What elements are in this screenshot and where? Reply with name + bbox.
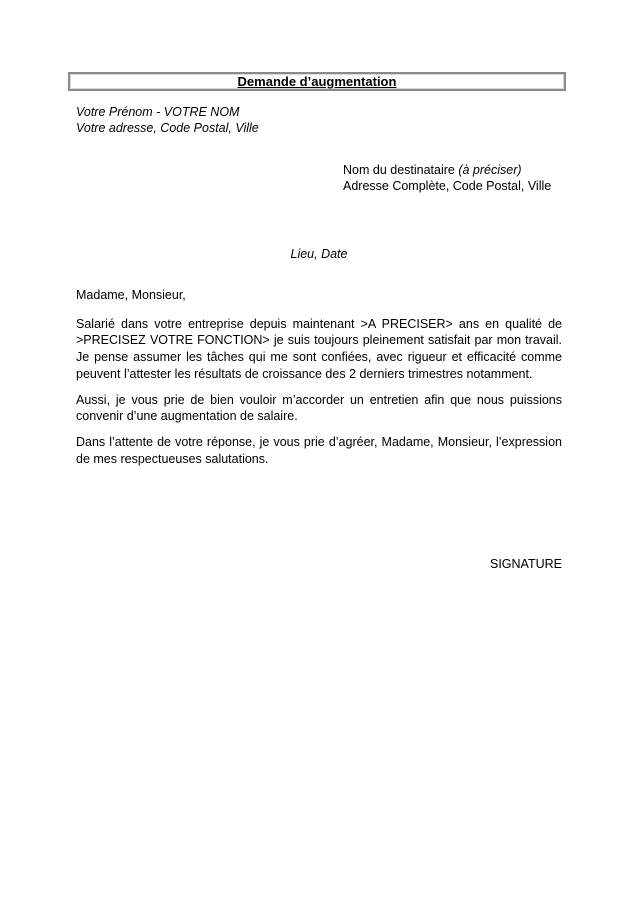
place-date: Lieu, Date [290,247,348,261]
paragraph-request: Aussi, je vous prie de bien vouloir m’accorder un entretien afin que nous puissions convenir d’une augmentation de salaire. [76,392,562,424]
recipient-name: Nom du destinataire [343,163,459,177]
salutation: Madame, Monsieur, [76,288,186,302]
sender-block [76,105,259,136]
page-title: Demande d’augmentation [237,74,397,89]
paragraph-closing: Dans l’attente de votre réponse, je vous prie d’agréer, Madame, Monsieur, l’expression de mes respectueuses salutations. [76,434,562,466]
signature-placeholder: SIGNATURE [490,557,562,571]
paragraph-introduction: Salarié dans votre entreprise depuis maintenant >A PRECISER> ans en qualité de >PRECISEZ VOTRE FONCTION> je suis toujours pleinement satisfait par mon travail. Je pense assumer les tâches qui me sont confiées, avec rigueur et efficacité comme peuvent l’attester les résultats de croissance des 2 derniers trimestres notamment. [76,316,562,381]
recipient-block [343,162,551,194]
recipient-note: (à préciser) [458,163,522,177]
title-box [68,72,566,91]
recipient-address: Adresse Complète, Code Postal, Ville [343,179,552,193]
letter-body [76,287,562,476]
sender-address: Votre adresse, Code Postal, Ville [76,120,259,135]
recipient-name-line [343,162,551,178]
sender-name: Votre Prénom - VOTRE NOM [76,105,240,119]
